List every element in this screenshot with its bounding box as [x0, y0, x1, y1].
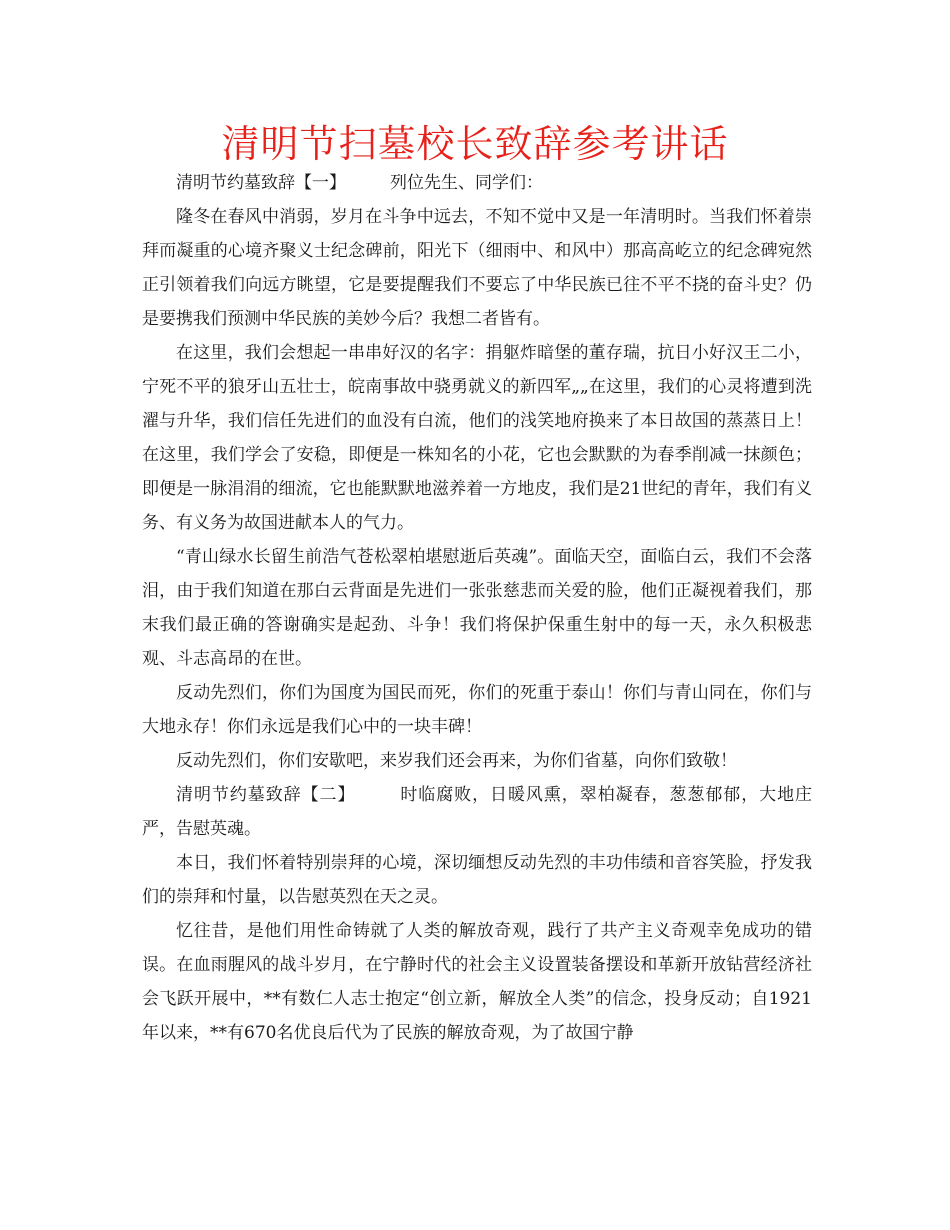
- document-title: 清明节扫墓校长致辞参考讲话: [221, 122, 729, 166]
- section-heading-1: [142, 166, 812, 200]
- paragraph: 隆冬在春风中消弱，岁月在斗争中远去，不知不觉中又是一年清明时。当我们怀着崇拜而凝重的心境齐聚义士纪念碑前，阳光下（细雨中、和风中）那高高屹立的纪念碑宛然正引领着我们向远方眺望，它是要提醒我们不要忘了中华民族已往不平不挠的奋斗史？仍是要携我们预测中华民族的美妙今后？我想二者皆有。: [142, 207, 812, 329]
- paragraph: 忆往昔，是他们用性命铸就了人类的解放奇观，践行了共产主义奇观幸免成功的错误。在血雨腥风的战斗岁月，在宁静时代的社会主义设置装备摆设和革新开放钻营经济社会飞跃开展中，**有数仁人志士抱定“创立新，解放全人类”的信念，投身反动；自1921年以来，**有670名优良后代为了民族的解放奇观，为了故国宁静: [142, 921, 812, 1043]
- section-label-2: 清明节约墓致辞【二】: [176, 785, 356, 805]
- paragraph: “青山绿水长留生前浩气苍松翠柏堪慰逝后英魂”。面临天空，面临白云，我们不会落泪，由于我们知道在那白云背面是先进们一张张慈悲而关爱的脸，他们正凝视着我们，那末我们最正确的答谢确实是起劲、斗争！我们将保护保重生射中的每一天，永久积极悲观、斗志高昂的在世。: [142, 547, 812, 669]
- section-label-1: 清明节约墓致辞【一】: [176, 173, 346, 193]
- document-body: [142, 166, 812, 1050]
- paragraph: 本日，我们怀着特别崇拜的心境，深切缅想反动先烈的丰功伟绩和音容笑脸，抒发我们的崇拜和忖量，以告慰英烈在天之灵。: [142, 853, 812, 907]
- salutation: 列位先生、同学们：: [390, 173, 543, 193]
- paragraph: 在这里，我们会想起一串串好汉的名字：捐躯炸暗堡的董存瑞，抗日小好汉王二小，宁死不平的狼牙山五壮士，皖南事故中骁勇就义的新四军„„在这里，我们的心灵将遭到洗濯与升华，我们信任先进们的血没有白流，他们的浅笑地府换来了本日故国的蒸蒸日上！在这里，我们学会了安稳，即便是一株知名的小花，它也会默默的为春季削减一抹颜色；即便是一脉涓涓的细流，它也能默默地滋养着一方地皮，我们是21世纪的青年，我们有义务、有义务为故国进献本人的气力。: [142, 343, 812, 533]
- section-opening-2: 时临腐败，日暖风熏，翠柏凝春，葱葱郁郁，大地庄严，告慰英魂。: [142, 785, 813, 839]
- section-heading-2: [142, 778, 812, 846]
- paragraph: 反动先烈们，你们安歇吧，来岁我们还会再来，为你们省墓，向你们致敬！: [176, 751, 737, 771]
- paragraph: 反动先烈们，你们为国度为国民而死，你们的死重于泰山！你们与青山同在，你们与大地永存！你们永远是我们心中的一块丰碑！: [142, 683, 812, 737]
